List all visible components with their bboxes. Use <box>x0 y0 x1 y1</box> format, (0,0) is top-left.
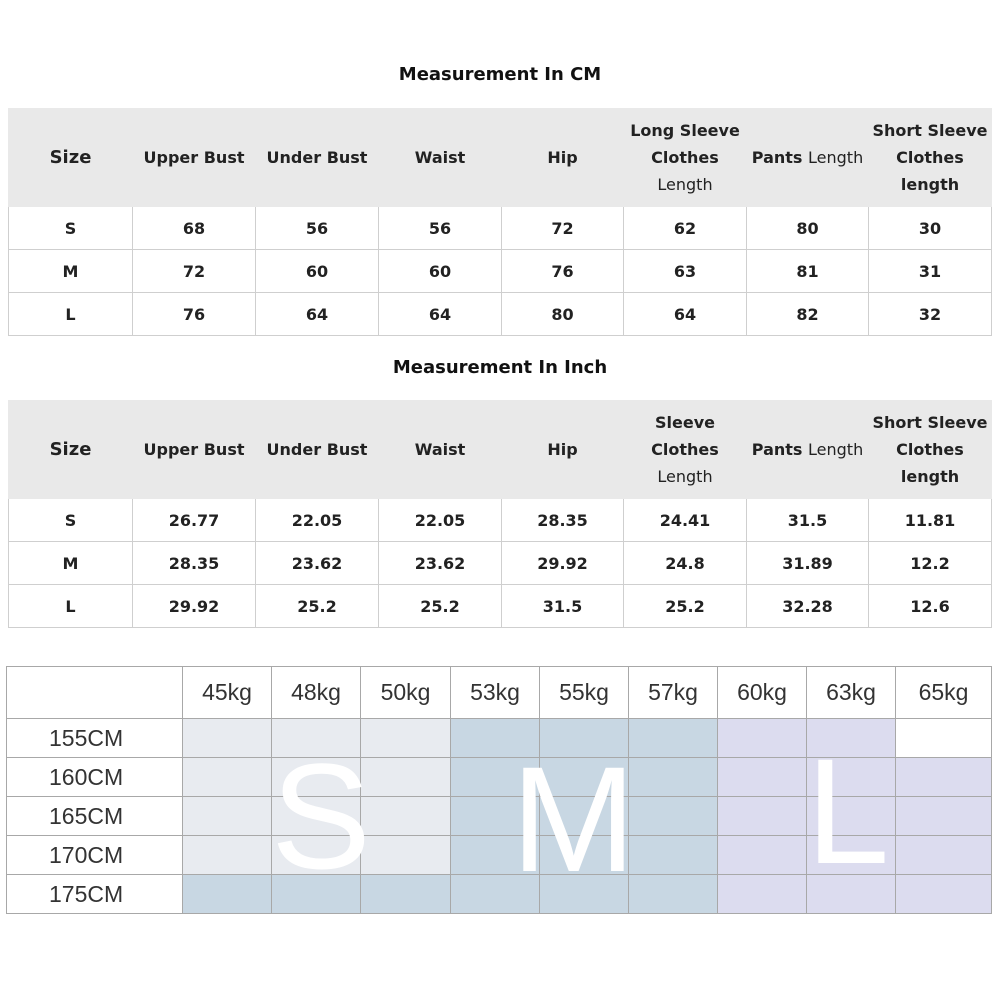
column-header <box>256 109 379 207</box>
column-header-label: Sleeve Clothes <box>651 413 719 459</box>
measurement-cell: 12.2 <box>869 542 992 585</box>
size-cell: M <box>9 542 133 585</box>
measurement-cell: 62 <box>624 207 747 250</box>
size-l-letter: L <box>806 727 890 895</box>
measurement-cell: 22.05 <box>256 499 379 542</box>
weight-label: 63kg <box>807 667 896 719</box>
measurement-cell: 76 <box>502 250 624 293</box>
size-zone-cell <box>718 719 807 758</box>
size-zone-cell <box>183 797 272 836</box>
column-header-label: Under Bust <box>266 440 368 459</box>
table-row <box>9 585 992 628</box>
column-header-label: Waist <box>414 440 466 459</box>
column-header <box>747 109 869 207</box>
size-zone-cell <box>183 719 272 758</box>
measurement-cm-table <box>8 108 992 336</box>
size-zone-cell <box>272 758 361 797</box>
size-zone-cell <box>896 758 992 797</box>
size-zone-cell <box>629 758 718 797</box>
size-grid <box>6 666 992 914</box>
size-zone-cell <box>183 836 272 875</box>
size-zone-cell <box>718 836 807 875</box>
size-cell: S <box>9 499 133 542</box>
measurement-cell: 64 <box>256 293 379 336</box>
column-header-label: Under Bust <box>266 148 368 167</box>
height-label: 160CM <box>7 758 183 797</box>
column-header <box>869 109 992 207</box>
column-header <box>379 401 502 499</box>
measurement-cell: 25.2 <box>256 585 379 628</box>
cm-table-title: Measurement In CM <box>398 64 602 85</box>
measurement-cell: 31.5 <box>747 499 869 542</box>
measurement-cell: 81 <box>747 250 869 293</box>
measurement-cell: 31.5 <box>502 585 624 628</box>
size-zone-cell <box>718 758 807 797</box>
size-zone-cell <box>807 719 896 758</box>
table-row <box>9 250 992 293</box>
measurement-cell: 64 <box>624 293 747 336</box>
measurement-cell: 12.6 <box>869 585 992 628</box>
measurement-cell: 60 <box>256 250 379 293</box>
column-header <box>869 401 992 499</box>
column-header-unit: Length <box>657 467 713 486</box>
table-header-row <box>9 109 992 207</box>
size-zone-cell <box>451 875 540 914</box>
column-header-label: Pants <box>751 440 803 459</box>
height-row <box>7 836 992 875</box>
size-cell: S <box>9 207 133 250</box>
size-m-letter: M <box>511 735 636 903</box>
column-header-label: Size <box>49 147 92 168</box>
size-zone-cell <box>272 875 361 914</box>
size-zone-cell <box>629 836 718 875</box>
size-zone-cell <box>718 797 807 836</box>
measurement-cell: 25.2 <box>379 585 502 628</box>
weight-label: 48kg <box>272 667 361 719</box>
column-header-label: Long Sleeve Clothes <box>630 121 740 167</box>
weight-label: 65kg <box>896 667 992 719</box>
measurement-cell: 56 <box>256 207 379 250</box>
measurement-cell: 11.81 <box>869 499 992 542</box>
size-s-letter: S <box>271 732 372 900</box>
table-row <box>9 499 992 542</box>
size-zone-cell <box>361 836 451 875</box>
measurement-cell: 31 <box>869 250 992 293</box>
inch-table-title: Measurement In Inch <box>392 357 608 378</box>
size-zone-cell <box>540 797 629 836</box>
height-label: 175CM <box>7 875 183 914</box>
table-row <box>9 293 992 336</box>
measurement-cell: 24.8 <box>624 542 747 585</box>
column-header <box>624 401 747 499</box>
column-header <box>256 401 379 499</box>
size-zone-cell <box>896 875 992 914</box>
weight-label: 45kg <box>183 667 272 719</box>
weight-header-row <box>7 667 992 719</box>
size-zone-cell <box>896 797 992 836</box>
measurement-cell: 72 <box>502 207 624 250</box>
height-row <box>7 875 992 914</box>
measurement-cell: 23.62 <box>379 542 502 585</box>
size-zone-cell <box>896 719 992 758</box>
measurement-cell: 64 <box>379 293 502 336</box>
size-zone-cell <box>807 875 896 914</box>
measurement-cell: 28.35 <box>502 499 624 542</box>
size-zone-cell <box>718 875 807 914</box>
size-zone-cell <box>272 836 361 875</box>
column-header-label: Short Sleeve Clothes length <box>872 413 988 486</box>
column-header-label: Upper Bust <box>143 148 245 167</box>
measurement-cell: 22.05 <box>379 499 502 542</box>
size-zone-cell <box>540 758 629 797</box>
column-header <box>502 109 624 207</box>
measurement-cell: 63 <box>624 250 747 293</box>
height-row <box>7 797 992 836</box>
column-header-unit: Length <box>808 148 864 167</box>
height-row <box>7 758 992 797</box>
weight-label: 60kg <box>718 667 807 719</box>
size-zone-cell <box>272 719 361 758</box>
column-header <box>747 401 869 499</box>
column-header <box>133 109 256 207</box>
size-zone-cell <box>629 797 718 836</box>
measurement-cell: 29.92 <box>133 585 256 628</box>
measurement-cell: 23.62 <box>256 542 379 585</box>
measurement-cell: 24.41 <box>624 499 747 542</box>
size-zone-cell <box>807 797 896 836</box>
size-zone-cell <box>361 875 451 914</box>
column-header-label: Waist <box>414 148 466 167</box>
size-zone-cell <box>272 797 361 836</box>
table-row <box>9 542 992 585</box>
size-zone-cell <box>361 719 451 758</box>
size-zone-cell <box>807 758 896 797</box>
size-zone-cell <box>451 758 540 797</box>
column-header <box>9 109 133 207</box>
column-header <box>502 401 624 499</box>
size-zone-cell <box>540 836 629 875</box>
weight-label: 55kg <box>540 667 629 719</box>
column-header <box>624 109 747 207</box>
weight-label: 53kg <box>451 667 540 719</box>
height-label: 155CM <box>7 719 183 758</box>
size-zone-cell <box>629 875 718 914</box>
weight-label: 50kg <box>361 667 451 719</box>
weight-label: 57kg <box>629 667 718 719</box>
column-header-label: Pants <box>751 148 803 167</box>
height-row <box>7 719 992 758</box>
measurement-cell: 25.2 <box>624 585 747 628</box>
measurement-cell: 26.77 <box>133 499 256 542</box>
measurement-cell: 32 <box>869 293 992 336</box>
size-zone-cell <box>361 797 451 836</box>
measurement-cell: 82 <box>747 293 869 336</box>
size-zone-cell <box>361 758 451 797</box>
size-cell: L <box>9 585 133 628</box>
size-zone-cell <box>540 719 629 758</box>
measurement-cell: 56 <box>379 207 502 250</box>
size-zone-cell <box>896 836 992 875</box>
measurement-cell: 31.89 <box>747 542 869 585</box>
height-label: 170CM <box>7 836 183 875</box>
measurement-cell: 32.28 <box>747 585 869 628</box>
column-header-label: Upper Bust <box>143 440 245 459</box>
measurement-cell: 68 <box>133 207 256 250</box>
measurement-cell: 30 <box>869 207 992 250</box>
column-header-label: Size <box>49 439 92 460</box>
measurement-cell: 28.35 <box>133 542 256 585</box>
measurement-cell: 29.92 <box>502 542 624 585</box>
column-header <box>379 109 502 207</box>
size-chart <box>6 666 991 910</box>
size-zone-cell <box>451 797 540 836</box>
column-header-unit: Length <box>657 175 713 194</box>
size-zone-cell <box>451 719 540 758</box>
height-label: 165CM <box>7 797 183 836</box>
measurement-cell: 72 <box>133 250 256 293</box>
table-row <box>9 207 992 250</box>
size-zone-cell <box>183 875 272 914</box>
size-zone-cell <box>451 836 540 875</box>
column-header-label: Hip <box>547 440 578 459</box>
size-zone-cell <box>629 719 718 758</box>
measurement-inch-table <box>8 400 992 628</box>
measurement-cell: 80 <box>502 293 624 336</box>
size-zone-cell <box>540 875 629 914</box>
column-header <box>9 401 133 499</box>
measurement-cell: 76 <box>133 293 256 336</box>
column-header-unit: Length <box>808 440 864 459</box>
column-header <box>133 401 256 499</box>
column-header-label: Hip <box>547 148 578 167</box>
measurement-cell: 60 <box>379 250 502 293</box>
column-header-label: Short Sleeve Clothes length <box>872 121 988 194</box>
size-zone-cell <box>183 758 272 797</box>
table-header-row <box>9 401 992 499</box>
size-cell: M <box>9 250 133 293</box>
size-zone-cell <box>807 836 896 875</box>
size-cell: L <box>9 293 133 336</box>
corner-cell <box>7 667 183 719</box>
measurement-cell: 80 <box>747 207 869 250</box>
